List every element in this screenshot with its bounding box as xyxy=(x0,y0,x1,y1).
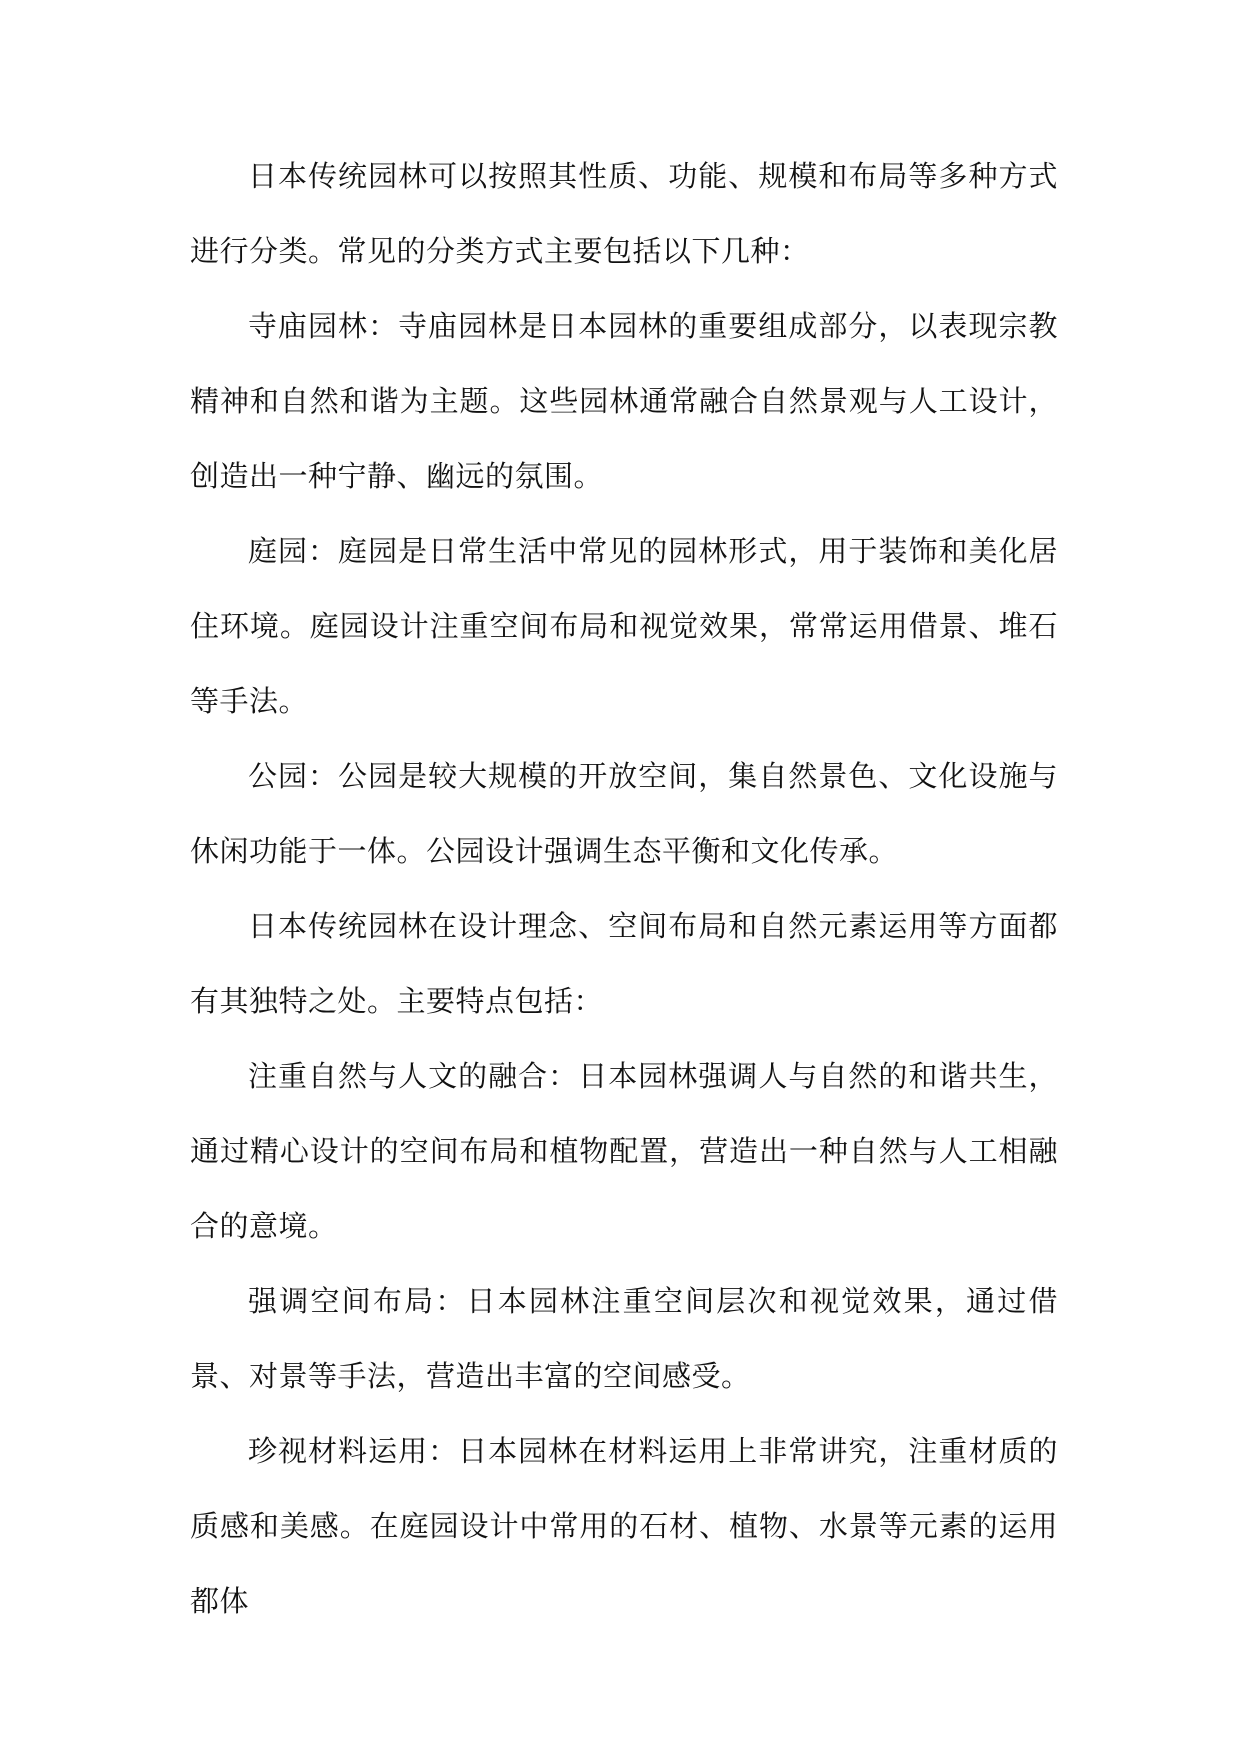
paragraph-spatial-layout: 强调空间布局：日本园林注重空间层次和视觉效果，通过借景、对景等手法，营造出丰富的空间感受。 xyxy=(190,1284,1058,1393)
paragraph-courtyard-gardens: 庭园：庭园是日常生活中常见的园林形式，用于装饰和美化居住环境。庭园设计注重空间布局和视觉效果，常常运用借景、堆石等手法。 xyxy=(190,534,1058,718)
paragraph-features-intro: 日本传统园林在设计理念、空间布局和自然元素运用等方面都有其独特之处。主要特点包括： xyxy=(190,909,1058,1018)
paragraph-material-use: 珍视材料运用：日本园林在材料运用上非常讲究，注重材质的质感和美感。在庭园设计中常用的石材、植物、水景等元素的运用都体 xyxy=(190,1434,1058,1618)
document-body xyxy=(190,139,1058,1639)
paragraph-parks: 公园：公园是较大规模的开放空间，集自然景色、文化设施与休闲功能于一体。公园设计强调生态平衡和文化传承。 xyxy=(190,759,1058,868)
paragraph-classification-intro: 日本传统园林可以按照其性质、功能、规模和布局等多种方式进行分类。常见的分类方式主要包括以下几种： xyxy=(190,159,1058,268)
paragraph-nature-culture-fusion: 注重自然与人文的融合：日本园林强调人与自然的和谐共生，通过精心设计的空间布局和植物配置，营造出一种自然与人工相融合的意境。 xyxy=(190,1059,1058,1243)
paragraph-temple-gardens: 寺庙园林：寺庙园林是日本园林的重要组成部分，以表现宗教精神和自然和谐为主题。这些园林通常融合自然景观与人工设计，创造出一种宁静、幽远的氛围。 xyxy=(190,309,1058,493)
